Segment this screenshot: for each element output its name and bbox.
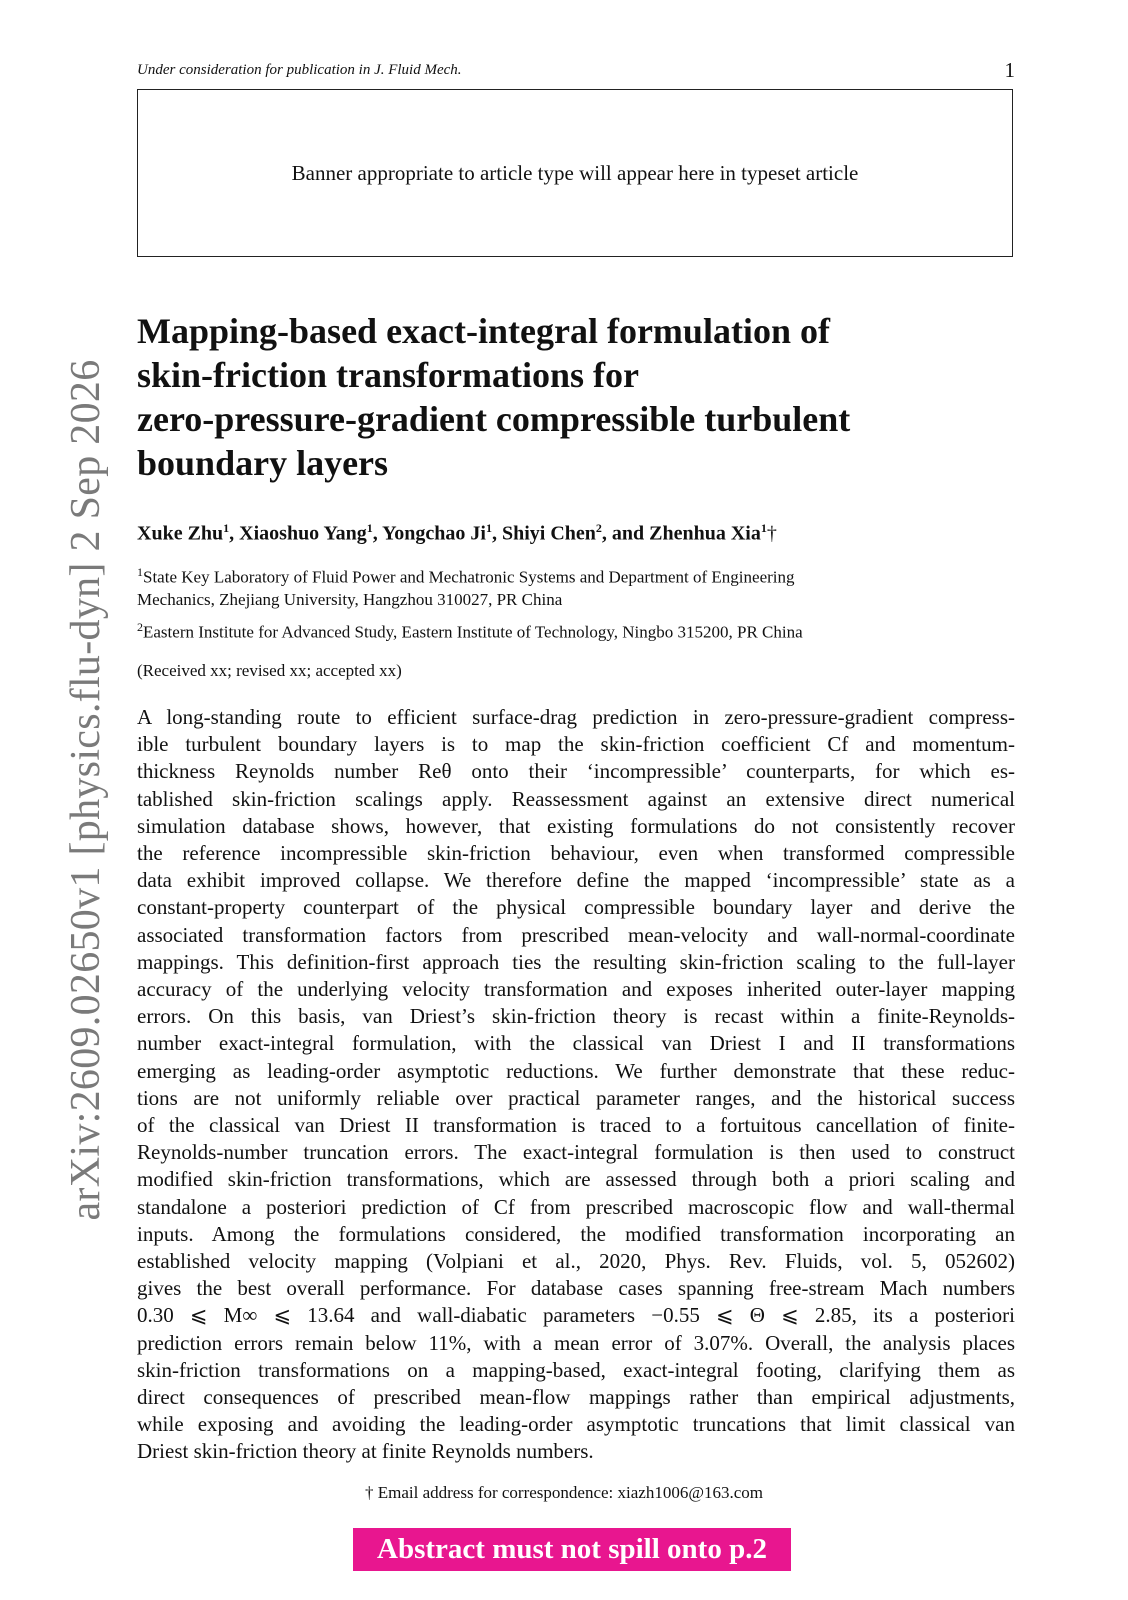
abstract-line: thickness Reynolds number Reθ onto their ‘incompressible’ counterparts, for which es- (137, 759, 1015, 784)
abstract-line: associated transformation factors from prescribed mean-velocity and wall-normal-coordinate (137, 922, 1015, 947)
title-line: Mapping-based exact-integral formulation of (137, 311, 830, 351)
abstract-line: modified skin-friction transformations, which are assessed through both a priori scaling and (137, 1167, 1015, 1192)
abstract-line: constant-property counterpart of the physical compressible boundary layer and derive the (137, 895, 1015, 920)
abstract-line: while exposing and avoiding the leading-order asymptotic truncations that limit classical van (137, 1412, 1015, 1437)
banner-text: Banner appropriate to article type will appear here in typeset article (291, 160, 859, 185)
abstract-line: 0.30 ⩽ M∞ ⩽ 13.64 and wall-diabatic parameters −0.55 ⩽ Θ ⩽ 2.85, its a posteriori (137, 1303, 1015, 1328)
abstract-line: prediction errors remain below 11%, with a mean error of 3.07%. Overall, the analysis places (137, 1330, 1015, 1355)
abstract-line: tions are not uniformly reliable over practical parameter ranges, and the historical success (137, 1085, 1015, 1110)
received-dates: (Received xx; revised xx; accepted xx) (137, 661, 402, 680)
journal-note: Under consideration for publication in J. Fluid Mech. (137, 62, 462, 78)
abstract-line: ible turbulent boundary layers is to map the skin-friction coefficient Cf and momentum- (137, 732, 1015, 757)
abstract (137, 704, 1015, 1466)
abstract-line: established velocity mapping (Volpiani et al., 2020, Phys. Rev. Fluids, vol. 5, 052602) (137, 1249, 1015, 1274)
abstract-line: standalone a posteriori prediction of Cf from prescribed macroscopic flow and wall-thermal (137, 1194, 1015, 1219)
arxiv-identifier: arXiv:2609.02650v1 [physics.flu-dyn] 2 Sep 2026 (63, 359, 109, 1221)
abstract-line: skin-friction transformations on a mapping-based, exact-integral footing, clarifying them as (137, 1357, 1015, 1382)
author-name: Zhenhua Xia (649, 522, 761, 545)
title-line: skin-friction transformations for (137, 355, 639, 395)
affiliation-mark: 1 (760, 521, 767, 535)
abstract-line: number exact-integral formulation, with the classical van Driest I and II transformations (137, 1031, 1015, 1056)
abstract-line: gives the best overall performance. For database cases spanning free-stream Mach numbers (137, 1276, 1015, 1301)
abstract-line: inputs. Among the formulations considered, the modified transformation incorporating an (137, 1221, 1015, 1246)
affiliation-2: $^2$Eastern Institute for Advanced Study, Eastern Institute of Technology, Ningbo 315200, PR China (137, 620, 803, 642)
title-line: zero-pressure-gradient compressible turbulent (137, 399, 851, 439)
page-number: 1 (1004, 58, 1015, 82)
abstract-line: Driest skin-friction theory at finite Reynolds numbers. (137, 1439, 594, 1464)
affiliation-mark: 1 (485, 521, 492, 535)
abstract-line: Reynolds-number truncation errors. The exact-integral formulation is then used to construct (137, 1140, 1015, 1165)
author-list: Xuke Zhu$^1$, Xiaoshuo Yang$^1$, Yongchao Ji$^1$, Shiyi Chen$^2$, and Zhenhua Xia$^1$† (137, 521, 777, 545)
author-name: Xiaoshuo Yang (239, 522, 367, 545)
author-name: Yongchao Ji (382, 522, 486, 545)
author-name: Xuke Zhu (137, 522, 224, 545)
abstract-line: mappings. This definition-first approach ties the resulting skin-friction scaling to the full-layer (137, 949, 1015, 974)
abstract-line: of the classical van Driest II transformation is traced to a fortuitous cancellation of finite- (137, 1113, 1015, 1138)
corresponding-dagger: † (766, 522, 777, 545)
paper-title (137, 309, 997, 485)
running-head (137, 58, 1015, 86)
affiliation-mark: 2 (595, 521, 602, 535)
author-name: Shiyi Chen (501, 522, 596, 545)
affiliation-mark: 1 (137, 565, 143, 579)
warning-text: Abstract must not spill onto p.2 (377, 1533, 767, 1565)
correspondence-footnote: † Email address for correspondence: xiazh1006@163.com (364, 1483, 764, 1502)
abstract-line: simulation database shows, however, that existing formulations do not consistently recover (137, 813, 1015, 838)
abstract-line: data exhibit improved collapse. We therefore define the mapped ‘incompressible’ state as a (137, 868, 1015, 893)
affiliation-1: $^1$State Key Laboratory of Fluid Power and Mechatronic Systems and Department of Engineering Mechanics, Zhejiang University, Hangzhou 310027, PR China (137, 565, 795, 609)
abstract-line: accuracy of the underlying velocity transformation and exposes inherited outer-layer mapping (137, 977, 1015, 1002)
abstract-line: tablished skin-friction scalings apply. Reassessment against an extensive direct numerical (137, 786, 1015, 811)
abstract-line: direct consequences of prescribed mean-flow mappings rather than empirical adjustments, (137, 1385, 1015, 1410)
affiliation-mark: 2 (137, 620, 143, 634)
article-banner-placeholder (137, 89, 1013, 257)
abstract-line: emerging as leading-order asymptotic reductions. We further demonstrate that these reduc- (137, 1058, 1015, 1083)
abstract-line: A long-standing route to efficient surface-drag prediction in zero-pressure-gradient compress- (137, 705, 1015, 729)
title-line: boundary layers (137, 443, 389, 483)
affiliation-mark: 1 (366, 521, 373, 535)
abstract-line: errors. On this basis, van Driest’s skin-friction theory is recast within a finite-Reynolds- (137, 1004, 1015, 1029)
abstract-line: the reference incompressible skin-friction behaviour, even when transformed compressible (137, 841, 1015, 866)
affiliation-mark: 1 (223, 521, 230, 535)
abstract-length-warning (353, 1528, 791, 1571)
